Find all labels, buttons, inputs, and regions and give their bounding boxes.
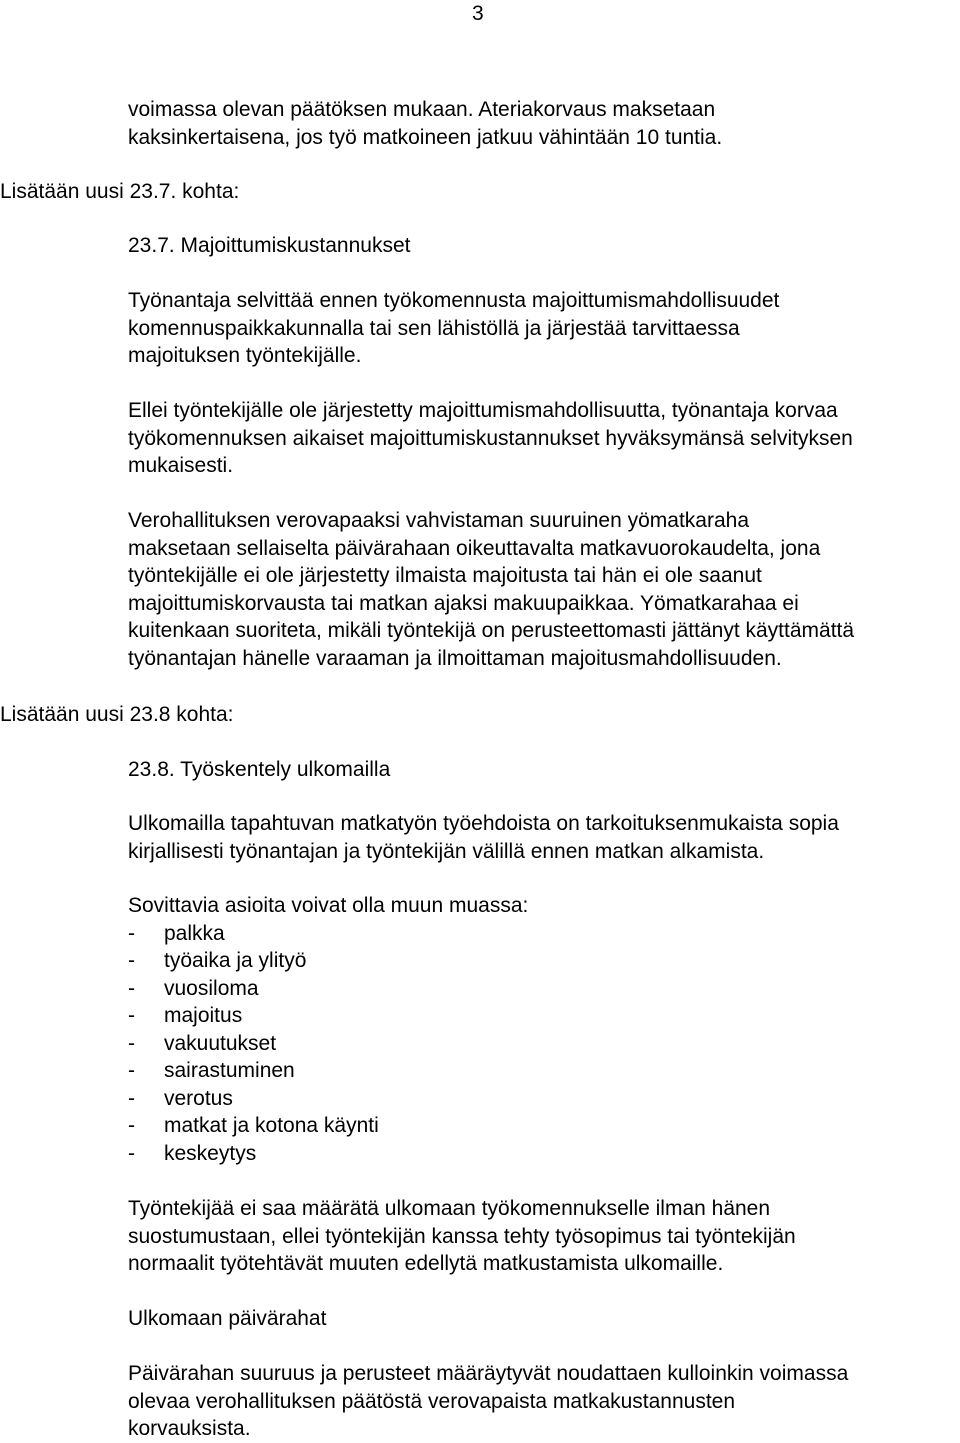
list-item	[128, 1030, 958, 1058]
text-line: voimassa olevan päätöksen mukaan. Ateriakorvaus maksetaan	[128, 98, 716, 121]
list-item-text: palkka	[164, 921, 225, 945]
paragraph	[128, 287, 958, 370]
text-line: Verohallituksen verovapaaksi vahvistaman suuruinen yömatkaraha	[128, 509, 750, 532]
list-item	[128, 1085, 958, 1113]
intro-paragraph	[128, 96, 958, 151]
list-marker: -	[128, 1114, 135, 1137]
list-item	[128, 947, 958, 975]
amendment-label-23-7: Lisätään uusi 23.7. kohta:	[0, 180, 240, 203]
list-item-text: majoitus	[164, 1004, 243, 1027]
text-line: kirjallisesti työnantajan ja työntekijän välillä ennen matkan alkamista.	[128, 839, 765, 863]
list-item-text: vakuutukset	[164, 1031, 277, 1055]
list-marker: -	[128, 1031, 135, 1055]
text-line: kaksinkertaisena, jos työ matkoineen jatkuu vähintään 10 tuntia.	[128, 125, 723, 149]
list-item-text: keskeytys	[164, 1141, 257, 1165]
paragraph	[128, 810, 958, 865]
list-marker: -	[128, 976, 135, 1000]
page-number: 3	[472, 2, 484, 25]
text-line: Työntekijää ei saa määrätä ulkomaan työkomennukselle ilman hänen	[128, 1197, 771, 1220]
list-item	[128, 1057, 958, 1085]
text-line: olevaa verohallituksen päätöstä verovapaista matkakustannusten	[128, 1389, 736, 1413]
list-marker: -	[128, 1059, 135, 1082]
list-item-text: työaika ja ylityö	[164, 949, 307, 972]
text-line: korvauksista.	[128, 1417, 251, 1440]
list-marker: -	[128, 949, 135, 972]
paragraph	[128, 1360, 958, 1443]
text-line: majoittumiskorvausta tai matkan ajaksi makuupaikkaa. Yömatkarahaa ei	[128, 591, 799, 615]
section-heading-23-7: 23.7. Majoittumiskustannukset	[128, 234, 411, 257]
text-line: komennuspaikkakunnalla tai sen lähistöllä ja järjestää tarvittaessa	[128, 316, 740, 340]
text-line: suostumustaan, ellei työntekijän kanssa tehty työsopimus tai työntekijän	[128, 1224, 796, 1248]
list-item	[128, 1112, 958, 1140]
list-item-text: verotus	[164, 1086, 233, 1110]
amendment-label-23-8: Lisätään uusi 23.8 kohta:	[0, 703, 234, 726]
list-block	[128, 892, 958, 1167]
text-line: Työnantaja selvittää ennen työkomennusta majoittumismahdollisuudet	[128, 289, 780, 312]
paragraph	[128, 397, 958, 480]
text-line: työntekijälle ei ole järjestetty ilmaista majoitusta tai hän ei ole saanut	[128, 564, 762, 587]
list-item-text: sairastuminen	[164, 1059, 295, 1082]
section-heading-23-8: 23.8. Työskentely ulkomailla	[128, 758, 391, 781]
text-line: työnantajan hänelle varaaman ja ilmoittaman majoitusmahdollisuuden.	[128, 646, 782, 670]
paragraph	[128, 1195, 958, 1278]
text-line: kuitenkaan suoriteta, mikäli työntekijä on perusteettomasti jättänyt käyttämättä	[128, 619, 855, 642]
text-line: Ellei työntekijälle ole järjestetty majoittumismahdollisuutta, työnantaja korvaa	[128, 399, 838, 422]
list-item-text: matkat ja kotona käynti	[164, 1114, 379, 1137]
list-item	[128, 920, 958, 948]
text-line: työkomennuksen aikaiset majoittumiskustannukset hyväksymänsä selvityksen	[128, 426, 853, 450]
text-line: Ulkomailla tapahtuvan matkatyön työehdoista on tarkoituksenmukaista sopia	[128, 812, 839, 835]
list-intro: Sovittavia asioita voivat olla muun muassa:	[128, 894, 529, 917]
text-line: Päivärahan suuruus ja perusteet määräytyvät noudattaen kulloinkin voimassa	[128, 1362, 849, 1385]
list-marker: -	[128, 1141, 135, 1165]
text-line: maksetaan sellaiselta päivärahaan oikeuttavalta matkavuorokaudelta, jona	[128, 536, 821, 560]
paragraph	[128, 507, 958, 672]
list-marker: -	[128, 1086, 135, 1110]
text-line: mukaisesti.	[128, 454, 234, 477]
text-line: majoituksen työntekijälle.	[128, 344, 362, 367]
text-line: normaalit työtehtävät muuten edellytä matkustamista ulkomaille.	[128, 1252, 724, 1275]
list-item	[128, 1002, 958, 1030]
subheading-daily-allowances: Ulkomaan päivärahat	[128, 1307, 327, 1330]
list-marker: -	[128, 1004, 135, 1027]
list-item	[128, 975, 958, 1003]
list-item	[128, 1140, 958, 1168]
list-item-text: vuosiloma	[164, 976, 259, 1000]
list-marker: -	[128, 921, 135, 945]
